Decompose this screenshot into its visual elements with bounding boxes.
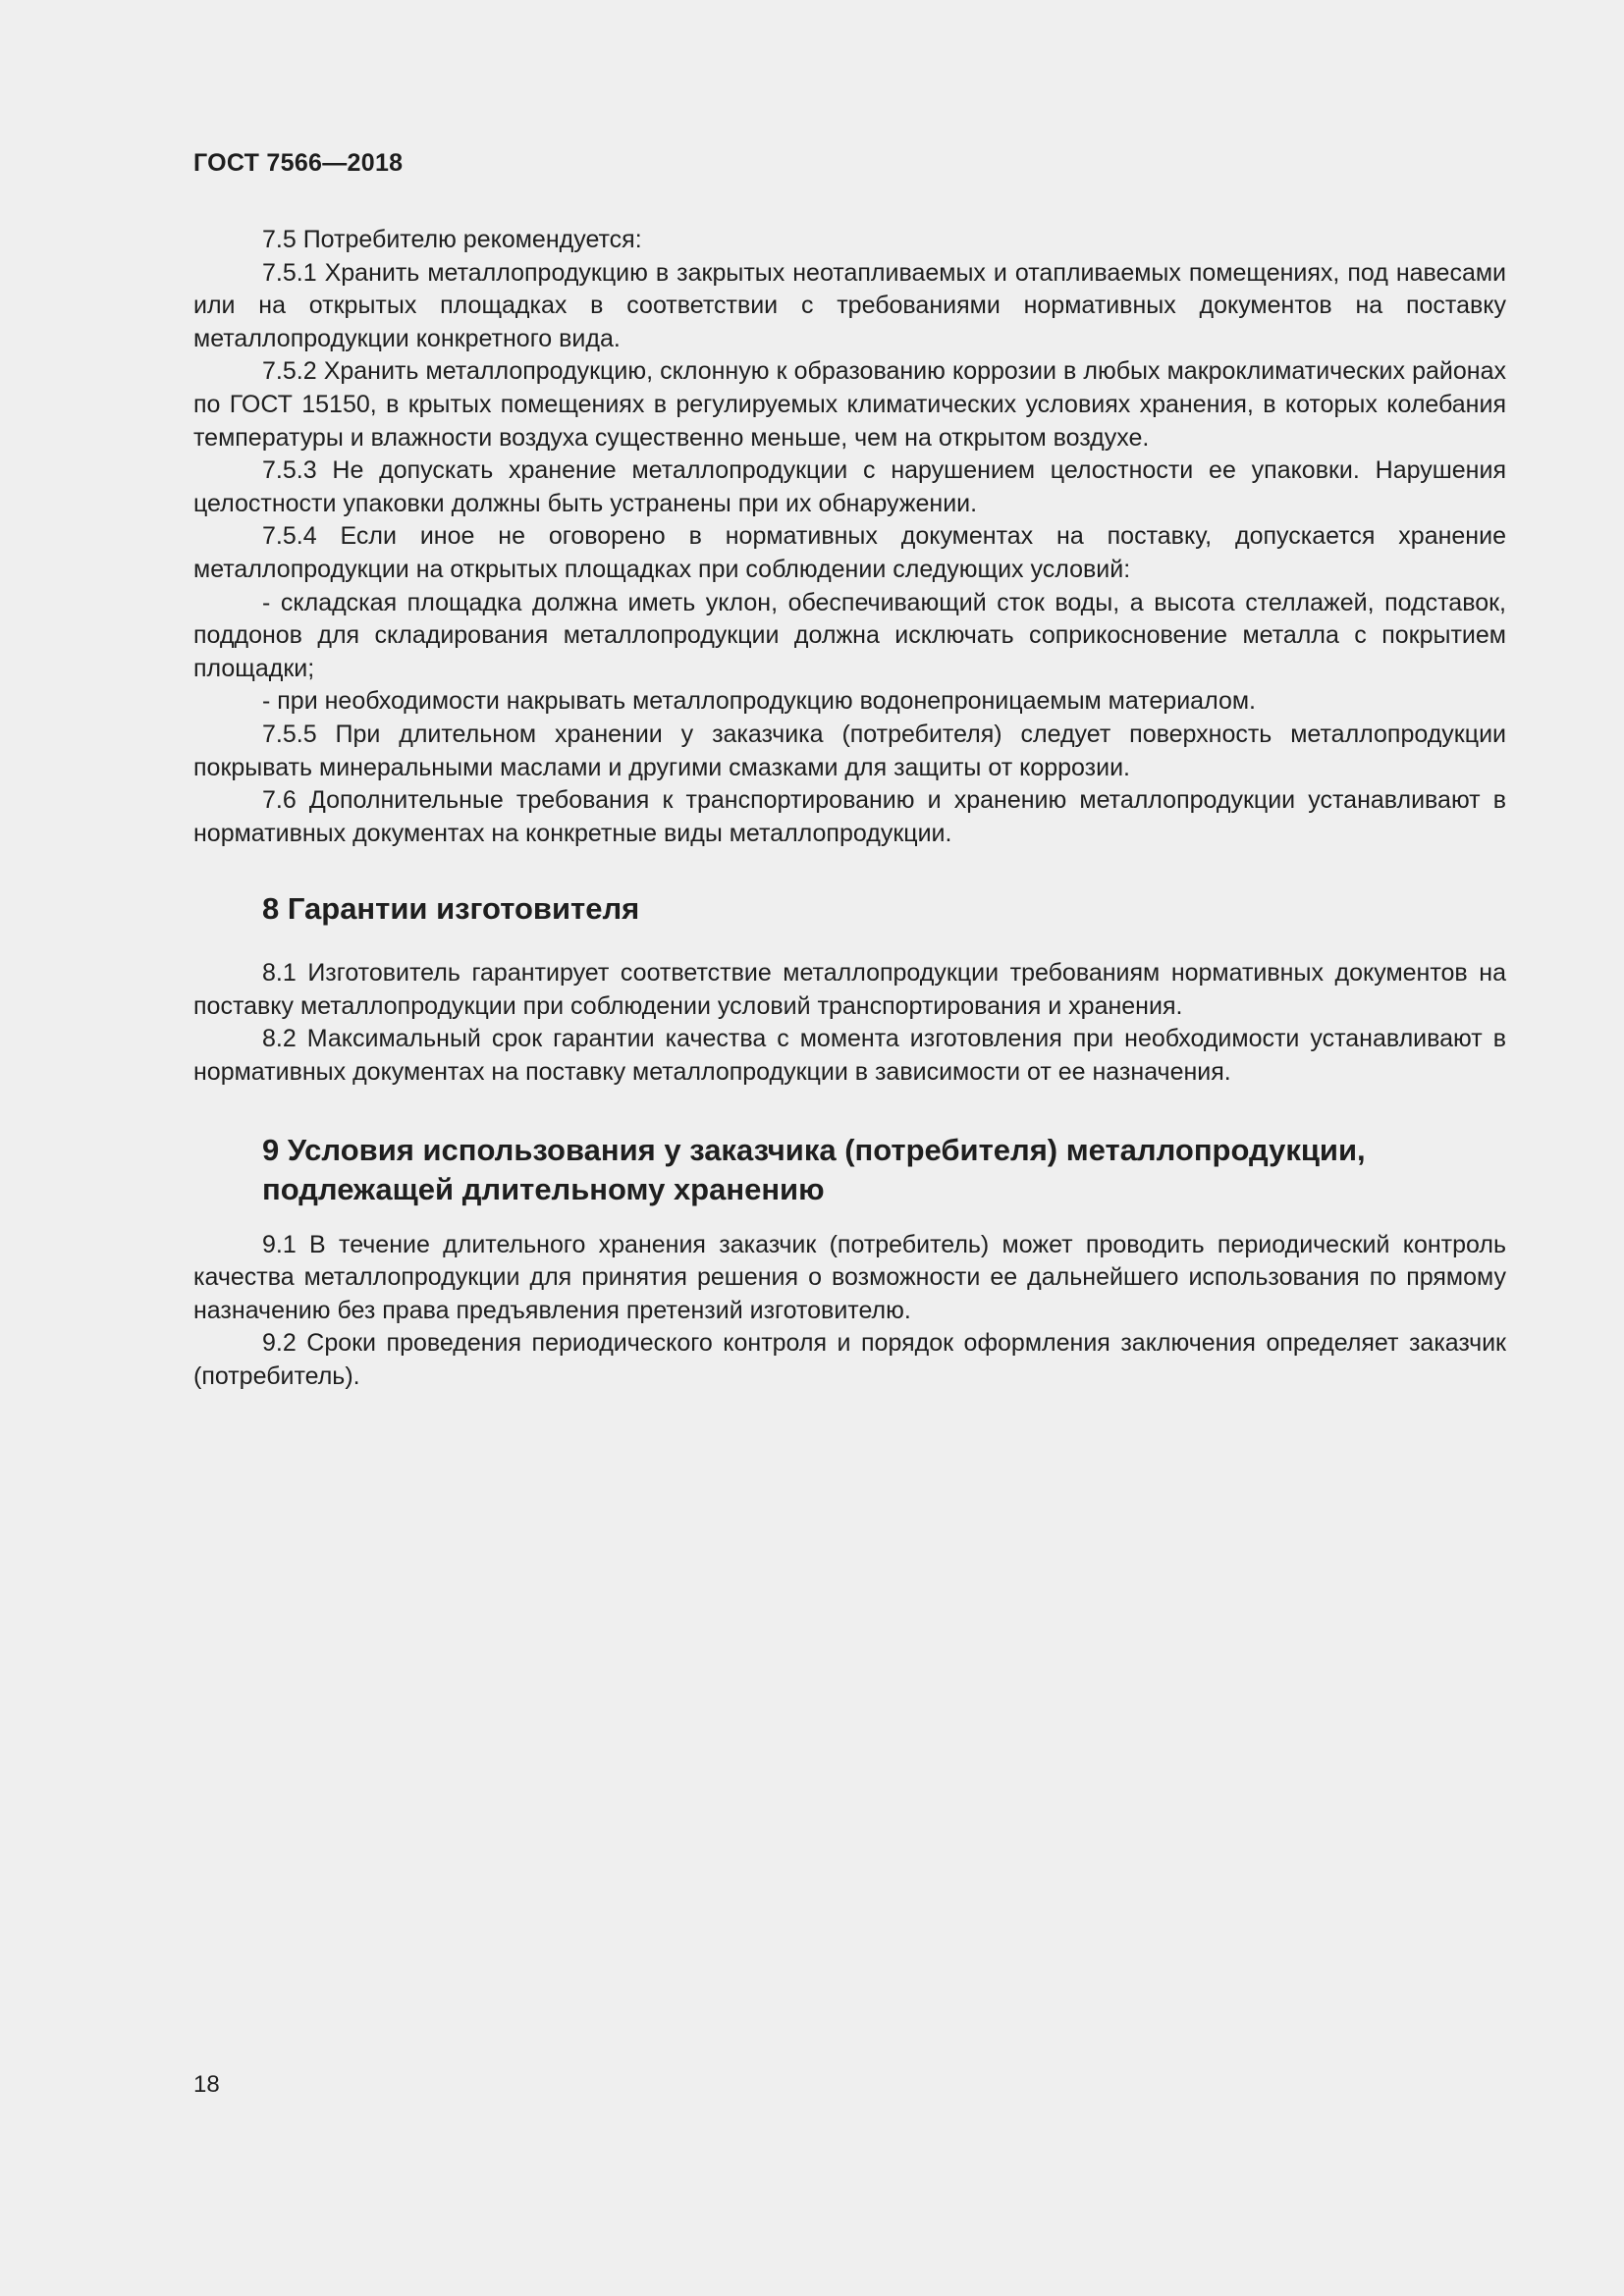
page-content: [193, 224, 1506, 1394]
clause-9-1: 9.1 В течение длительного хранения заказчик (потребитель) может проводить периодический контроль качества металлопродукции для принятия решения о возможности ее дальнейшего использования по прямому назначению без права предъявления претензий изготовителю.: [193, 1230, 1506, 1324]
clause-8-2: 8.2 Максимальный срок гарантии качества с момента изготовления при необходимости устанавливают в нормативных документах на поставку металлопродукции в зависимости от ее назначения.: [193, 1025, 1506, 1087]
section-9-heading-line-1: 9 Условия использования у заказчика (потребителя) металлопродукции,: [262, 1132, 1366, 1167]
clause-7-5-2: 7.5.2 Хранить металлопродукцию, склонную к образованию коррозии в любых макроклиматических районах по ГОСТ 15150, в крытых помещениях в регулируемых климатических условиях хранения, в которых колебания температуры и влажности воздуха существенно меньше, чем на открытом воздухе.: [193, 357, 1506, 452]
spacer: [193, 929, 1506, 957]
clause-7-6: 7.6 Дополнительные требования к транспортированию и хранению металлопродукции устанавливают в нормативных документах на конкретные виды металлопродукции.: [193, 786, 1506, 847]
clause-9-2: 9.2 Сроки проведения периодического контроля и порядок оформления заключения определяет заказчик (потребитель).: [193, 1329, 1506, 1391]
page-number: 18: [193, 2071, 220, 2098]
spacer: [193, 850, 1506, 889]
running-header: ГОСТ 7566—2018: [193, 149, 404, 177]
list-item: - складская площадка должна иметь уклон, обеспечивающий сток воды, а высота стеллажей, подставок, поддонов для складирования металлопродукции должна исключать соприкосновение металла с покрытием площадки;: [193, 588, 1506, 682]
list-item: - при необходимости накрывать металлопродукцию водонепроницаемым материалом.: [262, 687, 1256, 716]
clause-7-5: 7.5 Потребителю рекомендуется:: [262, 226, 642, 253]
section-8-heading: 8 Гарантии изготовителя: [262, 891, 640, 927]
section-9-heading: [193, 1131, 1506, 1209]
clause-8-1: 8.1 Изготовитель гарантирует соответствие металлопродукции требованиям нормативных документов на поставку металлопродукции при соблюдении условий транспортирования и хранения.: [193, 959, 1506, 1020]
section-9-heading-line-2: подлежащей длительному хранению: [262, 1171, 825, 1206]
clause-7-5-4: 7.5.4 Если иное не оговорено в нормативных документах на поставку, допускается хранение металлопродукции на открытых площадках при соблюдении следующих условий:: [193, 522, 1506, 583]
clause-7-5-5: 7.5.5 При длительном хранении у заказчика (потребителя) следует поверхность металлопродукции покрывать минеральными маслами и другими смазками для защиты от коррозии.: [193, 720, 1506, 781]
clause-7-5-3: 7.5.3 Не допускать хранение металлопродукции с нарушением целостности ее упаковки. Нарушения целостности упаковки должны быть устранены при их обнаружении.: [193, 456, 1506, 517]
spacer: [193, 1090, 1506, 1131]
clause-7-5-1: 7.5.1 Хранить металлопродукцию в закрытых неотапливаемых и отапливаемых помещениях, под навесами или на открытых площадках в соответствии с требованиями нормативных документов на поставку металлопродукции конкретного вида.: [193, 258, 1506, 352]
spacer: [193, 1209, 1506, 1229]
